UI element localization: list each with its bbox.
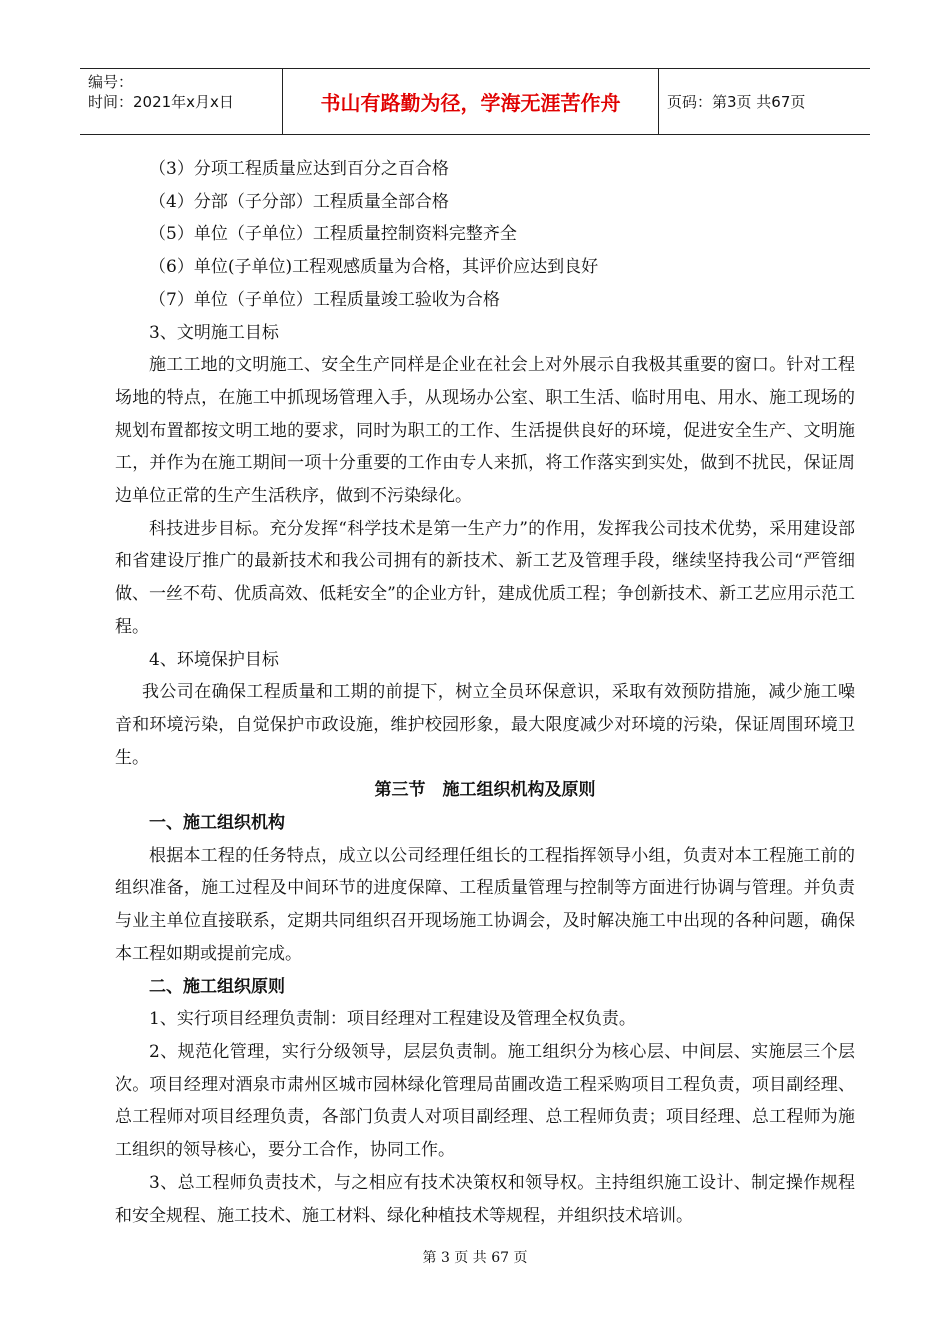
heading-principles: 二、施工组织原则 (149, 976, 285, 997)
page-footer: 第 3 页 共 67 页 (422, 1250, 528, 1266)
paragraph-principle-2: 2、规范化管理，实行分级领导，层层负责制。施工组织分为核心层、中间层、实施层三个层次。项目经理对酒泉市肃州区城市园林绿化管理局苗圃改造工程采购项目工程负责，项目副经理、总工程师对项目经理负责，各部门负责人对项目副经理、总工程师负责；项目经理、总工程师为施工组织的领导核心，要分工合作，协同工作。 (115, 1041, 855, 1161)
list-item-5: （5）单位（子单位）工程质量控制资料完整齐全 (149, 224, 517, 245)
paragraph-principle-1: 1、实行项目经理负责制：项目经理对工程建设及管理全权负责。 (149, 1009, 636, 1030)
header-page-info: 页码：第3页 共67页 (667, 93, 806, 111)
document-time-label: 时间：2021年x月x日 (88, 93, 234, 111)
paragraph-organization: 根据本工程的任务特点，成立以公司经理任组长的工程指挥领导小组，负责对本工程施工前的组织准备，施工过程及中间环节的进度保障、工程质量管理与控制等方面进行协调与管理。并负责与业主单位直接联系，定期共同组织召开现场施工协调会，及时解决施工中出现的各种问题，确保本工程如期或提前完成。 (115, 845, 855, 964)
header-meta (80, 69, 283, 134)
list-item-7: （7）单位（子单位）工程质量竣工验收为合格 (149, 289, 500, 310)
page-header (80, 68, 870, 135)
list-item-6: （6）单位(子单位)工程观感质量为合格，其评价应达到良好 (149, 257, 599, 278)
document-body (115, 153, 855, 1232)
list-item-4: （4）分部（子分部）工程质量全部合格 (149, 191, 449, 212)
header-motto: 书山有路勤为径，学海无涯苦作舟 (283, 69, 659, 134)
section-title: 第三节 施工组织机构及原则 (374, 780, 596, 801)
document-number-label: 编号： (88, 73, 134, 91)
list-item-3: （3）分项工程质量应达到百分之百合格 (149, 159, 449, 179)
heading-organization: 一、施工组织机构 (149, 813, 285, 834)
paragraph-tech-progress: 科技进步目标。充分发挥“科学技术是第一生产力”的作用，发挥我公司技术优势，采用建设部和省建设厅推广的最新技术和我公司拥有的新技术、新工艺及管理手段，继续坚持我公司“严管细做、一丝不苟、优质高效、低耗安全”的企业方针，建成优质工程；争创新技术、新工艺应用示范工程。 (115, 518, 855, 637)
paragraph-environment: 我公司在确保工程质量和工期的前提下，树立全员环保意识，采取有效预防措施，减少施工噪音和环境污染，自觉保护市政设施，维护校园形象，最大限度减少对环境的污染，保证周围环境卫生。 (115, 682, 855, 768)
subheading-civilized-construction: 3、文明施工目标 (149, 322, 279, 343)
paragraph-principle-3: 3、总工程师负责技术，与之相应有技术决策权和领导权。主持组织施工设计、制定操作规程和安全规程、施工技术、施工材料、绿化种植技术等规程，并组织技术培训。 (115, 1172, 855, 1226)
paragraph-civilized-construction: 施工工地的文明施工、安全生产同样是企业在社会上对外展示自我极其重要的窗口。针对工程场地的特点，在施工中抓现场管理入手，从现场办公室、职工生活、临时用电、用水、施工现场的规划布置都按文明工地的要求，同时为职工的工作、生活提供良好的环境，促进安全生产、文明施工，并作为在施工期间一项十分重要的工作由专人来抓，将工作落实到实处，做到不扰民，保证周边单位正常的生产生活秩序，做到不污染绿化。 (115, 355, 855, 507)
subheading-environment: 4、环境保护目标 (149, 649, 279, 670)
